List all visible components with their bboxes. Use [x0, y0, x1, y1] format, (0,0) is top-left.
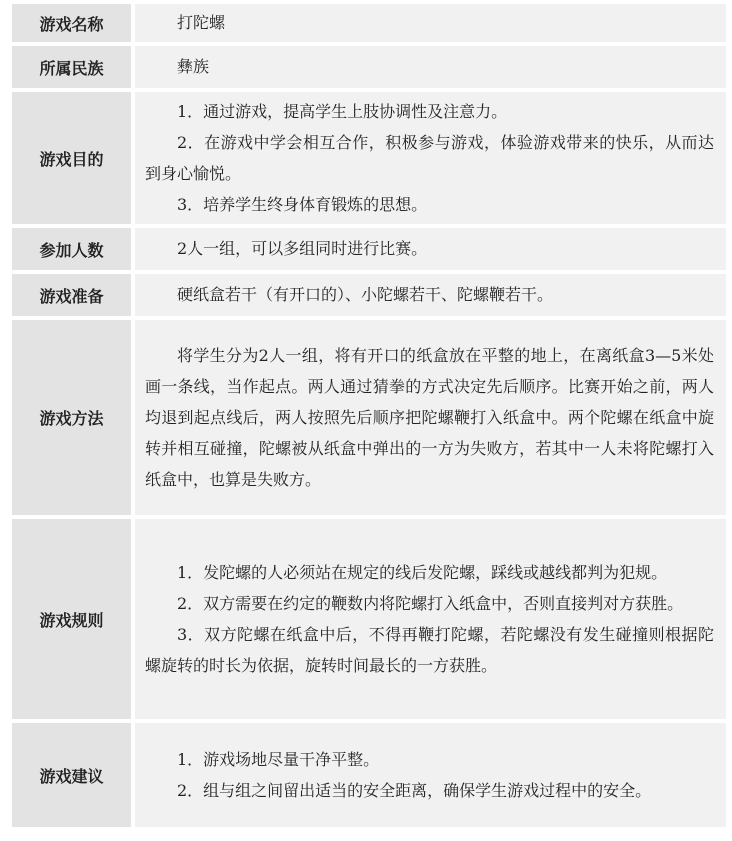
row-method — [12, 320, 726, 515]
label-game-name: 游戏名称 — [12, 4, 131, 42]
value-game-name — [135, 4, 726, 42]
label-suggestions: 游戏建议 — [12, 723, 131, 827]
game-info-table — [12, 4, 726, 827]
label-participants: 参加人数 — [12, 228, 131, 270]
value-suggestions — [135, 723, 726, 827]
value-rules — [135, 519, 726, 719]
value-purpose — [135, 92, 726, 224]
label-preparation: 游戏准备 — [12, 274, 131, 316]
value-preparation — [135, 274, 726, 316]
label-rules: 游戏规则 — [12, 519, 131, 719]
row-rules — [12, 519, 726, 719]
label-purpose: 游戏目的 — [12, 92, 131, 224]
value-ethnic-group — [135, 46, 726, 88]
value-participants — [135, 228, 726, 270]
rule-item-2: 2．双方需要在约定的鞭数内将陀螺打入纸盒中，否则直接判对方获胜。 — [177, 594, 684, 613]
ethnic-group-text: 彝族 — [177, 57, 210, 76]
participants-text: 2人一组，可以多组同时进行比赛。 — [177, 239, 428, 258]
purpose-item-3: 3．培养学生终身体育锻炼的思想。 — [177, 195, 428, 214]
row-game-name — [12, 4, 726, 42]
method-text: 将学生分为2人一组，将有开口的纸盒放在平整的地上，在离纸盒3—5米处画一条线，当作起点。两人通过猜拳的方式决定先后顺序。比赛开始之前，两人均退到起点线后，两人按照先后顺序把陀螺鞭打入纸盒中。两个陀螺在纸盒中旋转并相互碰撞，陀螺被从纸盒中弹出的一方为失败方，若其中一人未将陀螺打入纸盒中，也算是失败方。 — [145, 346, 714, 489]
suggestion-item-2: 2．组与组之间留出适当的安全距离，确保学生游戏过程中的安全。 — [177, 781, 652, 800]
label-method: 游戏方法 — [12, 320, 131, 515]
suggestion-item-1: 1．游戏场地尽量干净平整。 — [177, 750, 380, 769]
rule-item-1: 1．发陀螺的人必须站在规定的线后发陀螺，踩线或越线都判为犯规。 — [177, 563, 668, 582]
row-purpose — [12, 92, 726, 224]
preparation-text: 硬纸盒若干（有开口的）、小陀螺若干、陀螺鞭若干。 — [177, 285, 554, 304]
row-participants — [12, 228, 726, 270]
row-ethnic-group — [12, 46, 726, 88]
purpose-item-2: 2．在游戏中学会相互合作，积极参与游戏，体验游戏带来的快乐，从而达到身心愉悦。 — [145, 133, 714, 183]
row-suggestions — [12, 723, 726, 827]
game-name-text: 打陀螺 — [177, 13, 226, 32]
label-ethnic-group: 所属民族 — [12, 46, 131, 88]
row-preparation — [12, 274, 726, 316]
purpose-item-1: 1．通过游戏，提高学生上肢协调性及注意力。 — [177, 102, 508, 121]
value-method — [135, 320, 726, 515]
rule-item-3: 3．双方陀螺在纸盒中后，不得再鞭打陀螺，若陀螺没有发生碰撞则根据陀螺旋转的时长为依据，旋转时间最长的一方获胜。 — [145, 625, 714, 675]
